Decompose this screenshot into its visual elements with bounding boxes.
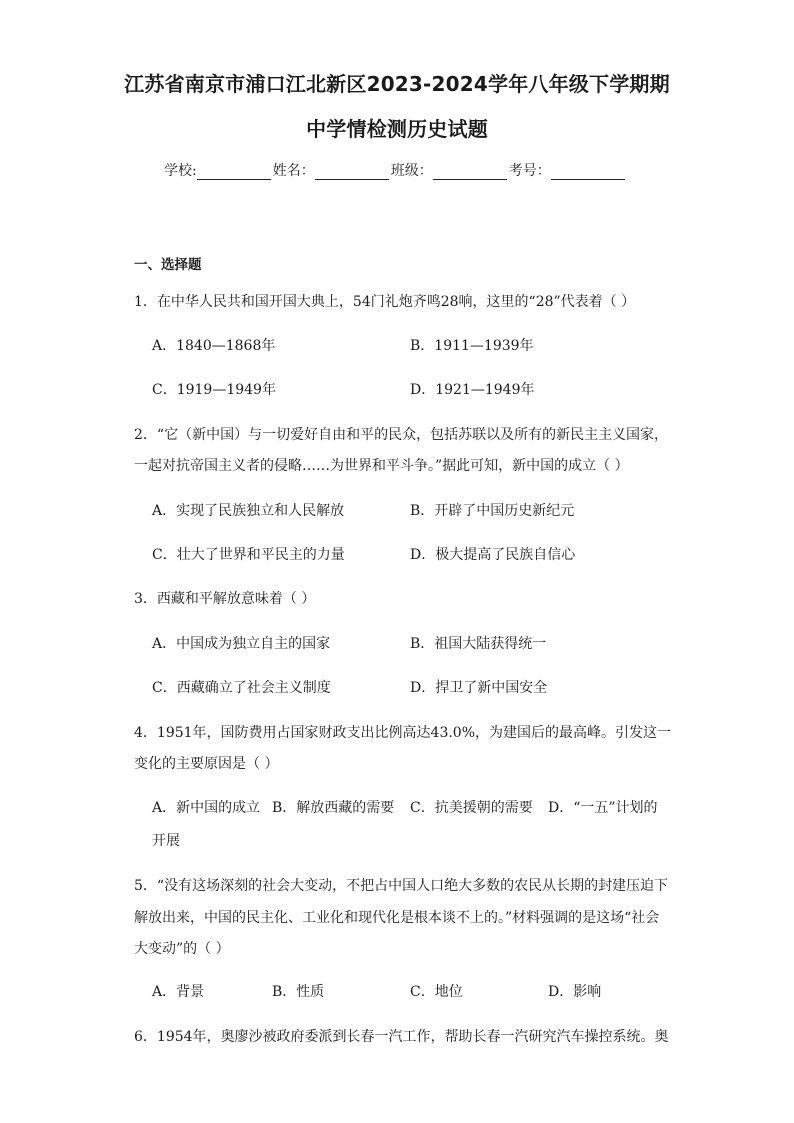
school-blank <box>197 165 271 180</box>
question-5-option-c: C．地位 <box>410 984 463 1000</box>
question-3-option-a: A．中国成为独立自主的国家 <box>152 636 331 652</box>
class-blank <box>433 165 507 180</box>
question-4-option-c: C．抗美援朝的需要 <box>410 800 533 816</box>
question-3-option-b: B．祖国大陆获得统一 <box>410 636 547 652</box>
question-3-option-d: D．捍卫了新中国安全 <box>410 680 548 696</box>
exam-number-label: 考号： <box>508 163 551 179</box>
section-title: 一、选择题 <box>134 257 202 273</box>
name-blank <box>315 165 389 180</box>
question-2-stem-line1: 2．“它（新中国）与一切爱好自由和平的民众，包括苏联以及所有的新民主主义国家， <box>134 427 669 443</box>
question-1-option-a: A．1840—1868年 <box>152 338 276 354</box>
question-4-option-d: D．“一五”计划的 <box>548 800 658 816</box>
question-5-stem-line1: 5．“没有这场深刻的社会大变动，不把占中国人口绝大多数的农民从长期的封建压迫下 <box>134 878 669 894</box>
exam-title-line2: 中学情检测历史试题 <box>306 117 488 141</box>
question-5-option-d: D．影响 <box>548 984 602 1000</box>
question-1-option-c: C．1919—1949年 <box>152 382 276 398</box>
question-5-stem-line2: 解放出来，中国的民主化、工业化和现代化是根本谈不上的。”材料强调的是这场“社会 <box>134 910 660 926</box>
exam-number-blank <box>551 165 625 180</box>
question-4-option-a: A．新中国的成立 <box>152 800 261 816</box>
question-5-option-b: B．性质 <box>272 984 325 1000</box>
question-2-option-c: C．壮大了世界和平民主的力量 <box>152 547 345 563</box>
question-3-option-c: C．西藏确立了社会主义制度 <box>152 680 331 696</box>
name-label: 姓名： <box>272 163 315 179</box>
question-2-option-a: A．实现了民族独立和人民解放 <box>152 503 345 519</box>
question-1-option-b: B．1911—1939年 <box>410 338 534 354</box>
question-4-stem-line2: 变化的主要原因是（ ） <box>134 756 279 772</box>
question-2-option-b: B．开辟了中国历史新纪元 <box>410 503 575 519</box>
class-label: 班级： <box>390 163 433 179</box>
question-4-option-d-wrap: 开展 <box>152 833 180 849</box>
question-3-stem: 3．西藏和平解放意味着（ ） <box>134 591 316 607</box>
question-2-option-d: D．极大提高了民族自信心 <box>410 547 576 563</box>
question-1-option-d: D．1921—1949年 <box>410 382 535 398</box>
question-4-stem-line1: 4．1951年，国防费用占国家财政支出比例高达43.0%，为建国后的最高峰。引发这一 <box>134 725 672 741</box>
question-5-stem-line3: 大变动”的（ ） <box>134 941 230 957</box>
question-2-stem-line2: 一起对抗帝国主义者的侵略……为世界和平斗争。”据此可知，新中国的成立（ ） <box>134 458 629 474</box>
question-5-option-a: A．背景 <box>152 984 205 1000</box>
question-4-option-b: B．解放西藏的需要 <box>272 800 395 816</box>
question-1-stem: 1．在中华人民共和国开国大典上，54门礼炮齐鸣28响，这里的“28”代表着（ ） <box>134 294 636 310</box>
school-label: 学校: <box>164 163 197 179</box>
student-info-row <box>164 160 627 180</box>
question-6-stem-line1: 6．1954年，奥廖沙被政府委派到长春一汽工作，帮助长春一汽研究汽车操控系统。奥 <box>134 1029 669 1045</box>
exam-title-line1: 江苏省南京市浦口江北新区2023-2024学年八年级下学期期 <box>124 72 670 96</box>
